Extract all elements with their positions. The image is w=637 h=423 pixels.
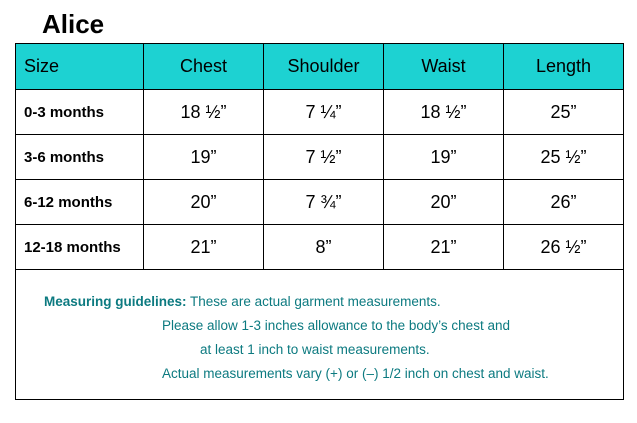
notes-line-1: [44, 294, 441, 309]
notes-cell: [16, 270, 624, 400]
notes-line-2: Please allow 1-3 inches allowance to the body’s chest and: [162, 318, 510, 333]
header-length: Length: [504, 44, 624, 90]
table-row: [16, 180, 624, 225]
size-cell: 3-6 months: [16, 135, 144, 180]
shoulder-cell: 7 ¾”: [264, 180, 384, 225]
table-row: [16, 225, 624, 270]
length-cell: 26”: [504, 180, 624, 225]
table-row: [16, 90, 624, 135]
chest-cell: 18 ½”: [144, 90, 264, 135]
size-chart-table: [15, 43, 624, 400]
notes-text-1: These are actual garment measurements.: [186, 294, 441, 309]
chest-cell: 21”: [144, 225, 264, 270]
size-cell: 6-12 months: [16, 180, 144, 225]
waist-cell: 19”: [384, 135, 504, 180]
notes-row: [16, 270, 624, 400]
length-cell: 25 ½”: [504, 135, 624, 180]
chest-cell: 20”: [144, 180, 264, 225]
length-cell: 25”: [504, 90, 624, 135]
length-cell: 26 ½”: [504, 225, 624, 270]
measuring-guidelines: [16, 270, 623, 399]
shoulder-cell: 7 ½”: [264, 135, 384, 180]
header-waist: Waist: [384, 44, 504, 90]
table-header-row: [16, 44, 624, 90]
waist-cell: 20”: [384, 180, 504, 225]
header-size: Size: [16, 44, 144, 90]
notes-line-4: Actual measurements vary (+) or (–) 1/2 inch on chest and waist.: [162, 366, 549, 381]
waist-cell: 21”: [384, 225, 504, 270]
shoulder-cell: 8”: [264, 225, 384, 270]
chart-title: Alice: [42, 9, 105, 39]
waist-cell: 18 ½”: [384, 90, 504, 135]
size-cell: 0-3 months: [16, 90, 144, 135]
header-shoulder: Shoulder: [264, 44, 384, 90]
size-cell: 12-18 months: [16, 225, 144, 270]
notes-line-3: at least 1 inch to waist measurements.: [200, 342, 430, 357]
shoulder-cell: 7 ¼”: [264, 90, 384, 135]
table-row: [16, 135, 624, 180]
header-chest: Chest: [144, 44, 264, 90]
chest-cell: 19”: [144, 135, 264, 180]
notes-label: Measuring guidelines:: [44, 294, 187, 309]
